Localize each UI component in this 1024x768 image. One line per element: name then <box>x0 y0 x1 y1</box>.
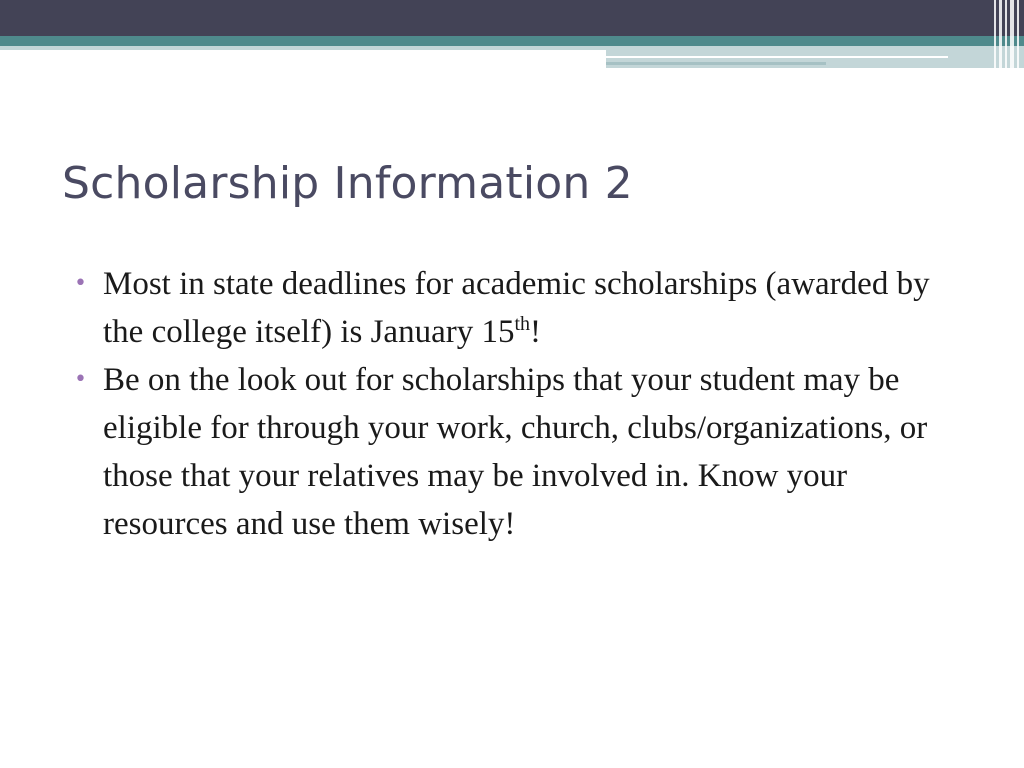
header-dark-bar <box>0 0 1024 36</box>
superscript-text: th <box>514 313 531 335</box>
bullet-text: Most in state deadlines for academic scholarships (awarded by the college itself) is January 15 <box>103 266 930 350</box>
bullet-list <box>74 260 954 548</box>
bullet-text: Be on the look out for scholarships that your student may be eligible for through your work, church, clubs/organizations, or those that your relatives may be involved in. Know your resources and use them wisely! <box>103 362 928 542</box>
header-accent-line <box>606 56 948 58</box>
header-stripes <box>992 0 1024 68</box>
header-teal-bar <box>0 36 1024 46</box>
header-accent-block <box>606 50 1024 68</box>
list-item <box>74 260 954 356</box>
bullet-text-end: ! <box>530 314 542 350</box>
bullet-icon: • <box>74 367 87 392</box>
list-item <box>74 356 954 548</box>
slide-title: Scholarship Information 2 <box>62 158 633 209</box>
bullet-icon: • <box>74 271 87 296</box>
header-accent-line <box>606 62 826 65</box>
